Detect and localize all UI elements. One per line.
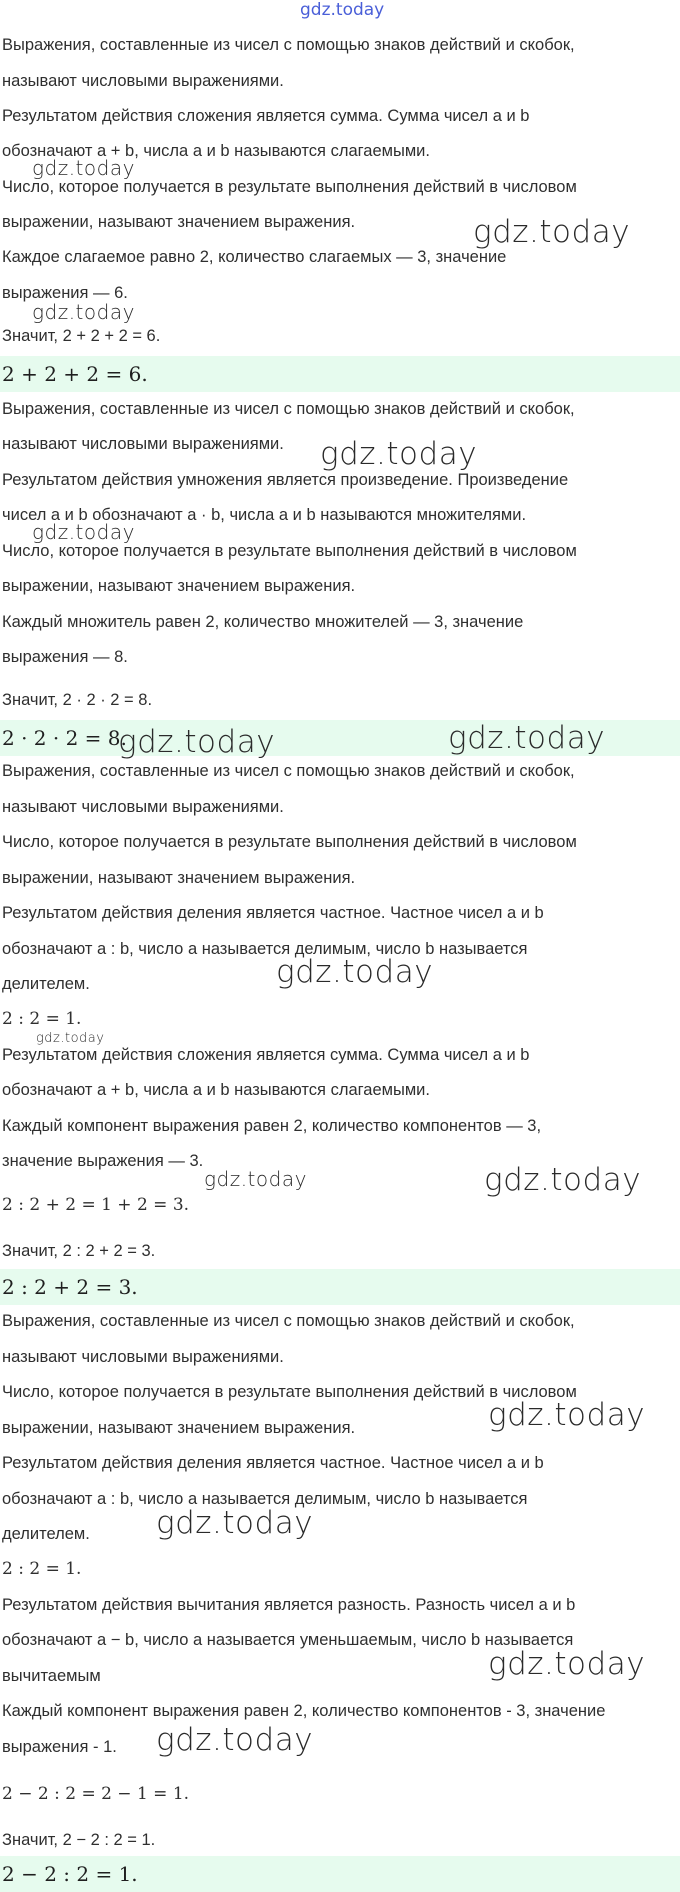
text-line: 2 : 2 + 2 = 1 + 2 = 3. bbox=[2, 1195, 190, 1215]
watermark-logo: gdz.today bbox=[448, 720, 606, 756]
text-line: выражении, называют значением выражения. bbox=[2, 1419, 356, 1437]
text-line: Каждый множитель равен 2, количество множителей — 3, значение bbox=[2, 613, 524, 631]
text-line: Каждое слагаемое равно 2, количество слагаемых — 3, значение bbox=[2, 248, 507, 266]
text-line: делителем. bbox=[2, 1525, 90, 1543]
text-line: Число, которое получается в результате выполнения действий в числовом bbox=[2, 542, 577, 560]
text-line: обозначают a + b, числа a и b называются слагаемыми. bbox=[2, 142, 430, 160]
text-line: называют числовыми выражениями. bbox=[2, 72, 284, 90]
text-line: вычитаемым bbox=[2, 1667, 101, 1685]
answer-highlight bbox=[0, 356, 680, 392]
text-line: делителем. bbox=[2, 975, 90, 993]
watermark-logo: gdz.today bbox=[204, 1167, 307, 1191]
text-line: 2 : 2 = 1. bbox=[2, 1009, 82, 1029]
watermark-logo: gdz.today bbox=[488, 1646, 646, 1682]
watermark-logo: gdz.today bbox=[32, 300, 135, 324]
watermark-logo: gdz.today bbox=[32, 520, 135, 544]
text-line: Результатом действия деления является частное. Частное чисел a и b bbox=[2, 904, 544, 922]
answer-text: 2 + 2 + 2 = 6. bbox=[2, 362, 148, 386]
text-line: выражении, называют значением выражения. bbox=[2, 213, 356, 231]
watermark-logo: gdz.today bbox=[320, 436, 478, 472]
text-line: Значит, 2 + 2 + 2 = 6. bbox=[2, 327, 161, 345]
text-line: Результатом действия умножения является произведение. Произведение bbox=[2, 471, 569, 489]
text-line: называют числовыми выражениями. bbox=[2, 1348, 284, 1366]
text-line: Значит, 2 − 2 : 2 = 1. bbox=[2, 1831, 156, 1849]
text-line: Выражения, составленные из чисел с помощью знаков действий и скобок, bbox=[2, 1312, 575, 1330]
answer-text: 2 − 2 : 2 = 1. bbox=[2, 1862, 138, 1886]
text-line: Число, которое получается в результате выполнения действий в числовом bbox=[2, 833, 577, 851]
text-line: обозначают a − b, число a называется уменьшаемым, число b называется bbox=[2, 1631, 574, 1649]
answer-text: 2 : 2 + 2 = 3. bbox=[2, 1275, 138, 1299]
text-line: выражения — 6. bbox=[2, 284, 128, 302]
text-line: Результатом действия сложения является сумма. Сумма чисел a и b bbox=[2, 1046, 530, 1064]
watermark-logo: gdz.today bbox=[36, 1031, 105, 1046]
text-line: называют числовыми выражениями. bbox=[2, 798, 284, 816]
watermark-logo: gdz.today bbox=[276, 954, 434, 990]
text-line: называют числовыми выражениями. bbox=[2, 435, 284, 453]
text-line: Число, которое получается в результате выполнения действий в числовом bbox=[2, 1383, 577, 1401]
text-line: обозначают a + b, числа a и b называются слагаемыми. bbox=[2, 1081, 430, 1099]
answer-highlight bbox=[0, 1269, 680, 1305]
text-line: 2 − 2 : 2 = 2 − 1 = 1. bbox=[2, 1784, 190, 1804]
text-line: Значит, 2 : 2 + 2 = 3. bbox=[2, 1242, 156, 1260]
text-line: Выражения, составленные из чисел с помощью знаков действий и скобок, bbox=[2, 400, 575, 418]
answer-text: 2 · 2 · 2 = 8. bbox=[2, 726, 127, 750]
answer-highlight bbox=[0, 1856, 680, 1892]
watermark-logo: gdz.today bbox=[484, 1162, 642, 1198]
text-line: 2 : 2 = 1. bbox=[2, 1559, 82, 1579]
text-line: Каждый компонент выражения равен 2, количество компонентов — 3, bbox=[2, 1117, 542, 1135]
text-line: Результатом действия вычитания является разность. Разность чисел a и b bbox=[2, 1596, 576, 1614]
text-line: выражении, называют значением выражения. bbox=[2, 869, 356, 887]
text-line: обозначают a : b, число a называется делимым, число b называется bbox=[2, 940, 528, 958]
text-line: выражения - 1. bbox=[2, 1738, 117, 1756]
text-line: Результатом действия деления является частное. Частное чисел a и b bbox=[2, 1454, 544, 1472]
watermark-logo: gdz.today bbox=[473, 214, 631, 250]
watermark-logo: gdz.today bbox=[156, 1722, 314, 1758]
text-line: Значит, 2 · 2 · 2 = 8. bbox=[2, 691, 153, 709]
text-line: Выражения, составленные из чисел с помощью знаков действий и скобок, bbox=[2, 36, 575, 54]
watermark-logo: gdz.today bbox=[488, 1397, 646, 1433]
text-line: выражении, называют значением выражения. bbox=[2, 577, 356, 595]
text-line: Число, которое получается в результате выполнения действий в числовом bbox=[2, 178, 577, 196]
watermark-logo: gdz.today bbox=[32, 156, 135, 180]
text-line: Каждый компонент выражения равен 2, количество компонентов - 3, значение bbox=[2, 1702, 606, 1720]
text-line: Выражения, составленные из чисел с помощью знаков действий и скобок, bbox=[2, 762, 575, 780]
text-line: чисел a и b обозначают a · b, числа a и b называются множителями. bbox=[2, 506, 527, 524]
watermark-logo: gdz.today bbox=[118, 724, 276, 760]
text-line: значение выражения — 3. bbox=[2, 1152, 204, 1170]
text-line: Результатом действия сложения является сумма. Сумма чисел a и b bbox=[2, 107, 530, 125]
site-header-logo[interactable]: gdz.today bbox=[300, 0, 385, 20]
watermark-logo: gdz.today bbox=[156, 1505, 314, 1541]
text-line: выражения — 8. bbox=[2, 648, 128, 666]
text-line: обозначают a : b, число a называется делимым, число b называется bbox=[2, 1490, 528, 1508]
